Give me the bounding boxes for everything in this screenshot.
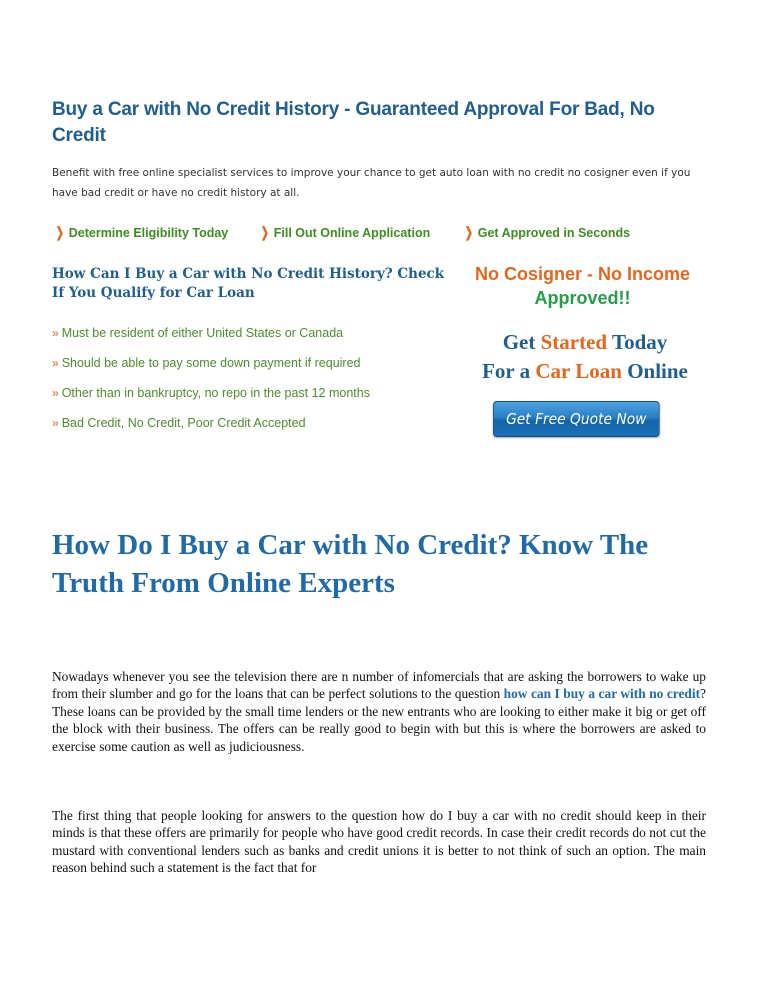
qualify-heading: How Can I Buy a Car with No Credit History? Check If You Qualify for Car Loan bbox=[52, 266, 445, 301]
bullet-icon: » bbox=[52, 416, 59, 430]
list-item: » Other than in bankruptcy, no repo in the past 12 months bbox=[52, 386, 370, 400]
chevron-right-icon: ❯ bbox=[464, 224, 473, 240]
no-cosigner-promo bbox=[455, 262, 710, 310]
page-subtitle: Benefit with free online specialist services to improve your chance to get auto loan with no credit no cosigner even if you have bad credit or have no credit history at all. bbox=[52, 167, 691, 199]
chevron-right-icon: ❯ bbox=[260, 224, 269, 240]
article-paragraph-2: The first thing that people looking for answers to the question how do I buy a car with no credit should keep in their minds is that these offers are primarily for people who have good credit records. In case their credit records do not cut the mustard with conventional lenders such as banks and credit unions it is better to not think of such an option. The main reason behind such a statement is the fact that for bbox=[52, 808, 706, 876]
step-fill-application[interactable] bbox=[259, 224, 430, 241]
article-paragraph-1: Nowadays whenever you see the television there are n number of infomercials that are asking the borrowers to wake up from their slumber and go for the loans that can be perfect solutions to the question how can I buy a car with no credit? These loans can be provided by the small time lenders or the new entrants who are looking to either make it big or get off the block with their business. The offers can be really good to begin with but this is where the borrowers are asked to exercise some caution as well as judiciousness. bbox=[52, 669, 706, 754]
bullet-icon: » bbox=[52, 326, 59, 340]
get-started-promo bbox=[455, 328, 715, 386]
list-item: » Bad Credit, No Credit, Poor Credit Accepted bbox=[52, 416, 306, 430]
steps-bar bbox=[52, 224, 732, 242]
step-label: Get Approved in Seconds bbox=[477, 225, 631, 240]
promo-line-2: Approved!! bbox=[534, 288, 631, 308]
step-label: Fill Out Online Application bbox=[273, 225, 431, 240]
promo-line-1: No Cosigner - No Income bbox=[474, 264, 690, 284]
article-heading: How Do I Buy a Car with No Credit? Know The Truth From Online Experts bbox=[52, 529, 649, 599]
get-free-quote-button[interactable]: Get Free Quote Now >> bbox=[493, 401, 660, 437]
inline-link-how-can-i-buy[interactable]: how can I buy a car with no credit bbox=[503, 686, 701, 702]
page-title: Buy a Car with No Credit History - Guaranteed Approval For Bad, No Credit bbox=[52, 99, 655, 146]
chevron-right-icon: ❯ bbox=[55, 224, 64, 240]
bullet-icon: » bbox=[52, 356, 59, 370]
list-item: » Should be able to pay some down payment if required bbox=[52, 356, 361, 370]
bullet-icon: » bbox=[52, 386, 59, 400]
step-label: Determine Eligibility Today bbox=[68, 225, 229, 240]
qualify-list bbox=[52, 325, 452, 445]
step-determine-eligibility[interactable] bbox=[54, 224, 228, 241]
promo-cta-line-2: For a Car Loan Online bbox=[482, 359, 688, 383]
step-get-approved[interactable] bbox=[463, 224, 630, 241]
promo-cta-line-1: Get Started Today bbox=[502, 330, 668, 354]
list-item: » Must be resident of either United States or Canada bbox=[52, 326, 344, 340]
